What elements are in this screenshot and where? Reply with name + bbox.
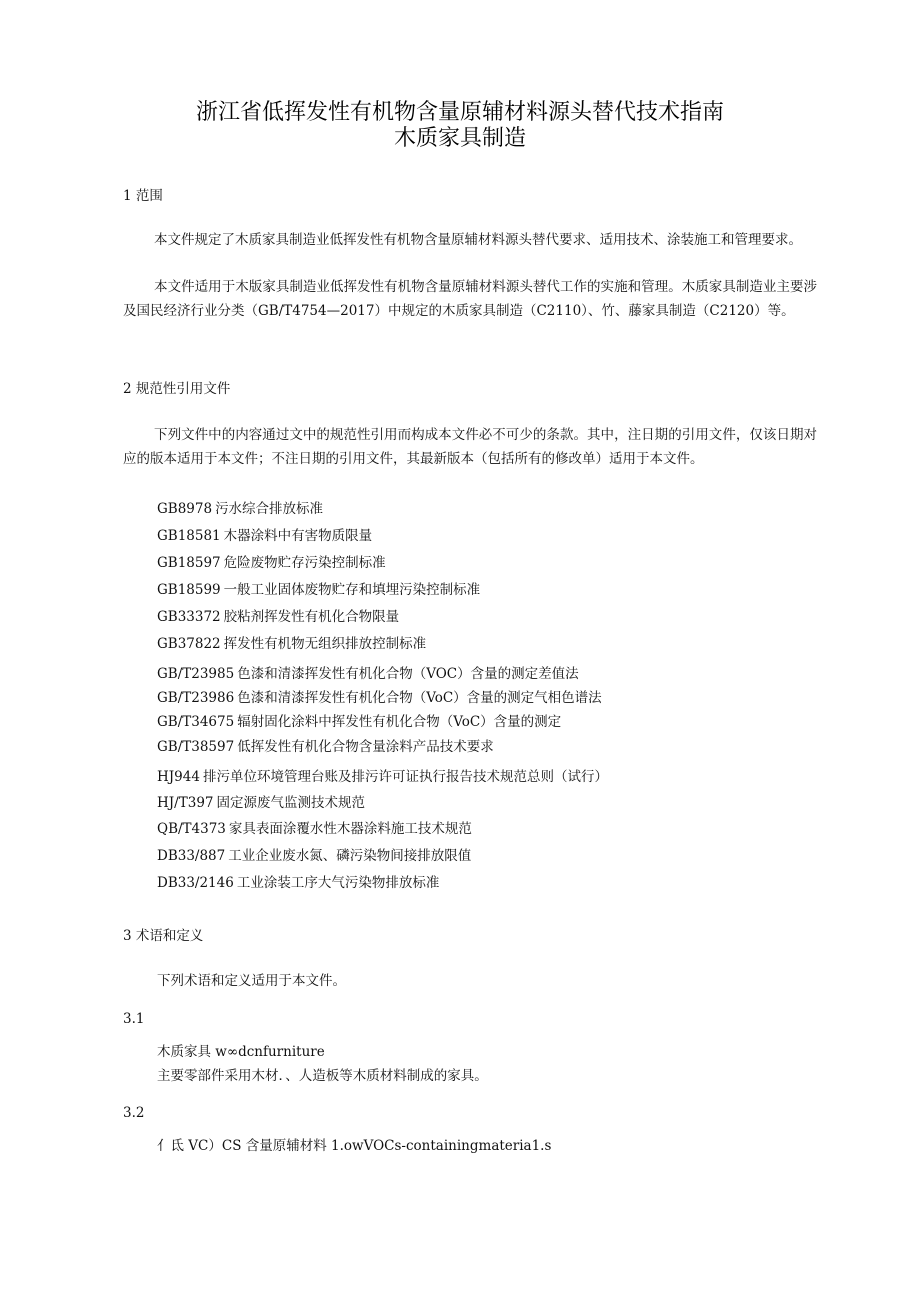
reference-item [157,713,561,731]
reference-title: 辐射固化涂料中挥发性有机化合物（VoC）含量的测定 [237,714,562,730]
reference-item [157,635,426,653]
reference-item [157,738,494,756]
reference-code: GB/T38597 [157,739,235,755]
reference-code: HJ/T397 [157,795,214,811]
reference-item [157,820,472,838]
document-title: 浙江省低挥发性有机物含量原辅材料源头替代技术指南 [195,100,724,125]
reference-code: DB33/2146 [157,875,234,891]
reference-code: GB33372 [157,609,221,625]
reference-item [157,847,471,865]
reference-code: GB18599 [157,582,221,598]
reference-code: DB33/887 [157,848,226,864]
scope-paragraph-1: 本文件规定了木质家具制造业低挥发性有机物含量原辅材料源头替代要求、适用技术、涂装施工和管理要求。 [154,232,803,248]
reference-code: GB18581 [157,528,221,544]
reference-title: 固定源废气监测技术规范 [216,795,366,811]
terms-intro: 下列术语和定义适用于本文件。 [157,973,346,989]
reference-item [157,794,365,812]
reference-code: GB/T23986 [157,690,235,706]
reference-code: HJ944 [157,769,200,785]
reference-title: 排污单位环境管理台账及排污许可证执行报告技术规范总则（试行） [202,769,608,785]
reference-item [157,689,602,707]
references-intro: 下列文件中的内容通过文中的规范性引用而构成本文件必不可少的条款。其中，注日期的引用文件，仅该日期对应的版本适用于本文件；不注日期的引用文件，其最新版本（包括所有的修改单）适用于本文件。 [123,427,817,467]
section-heading-scope: 1 范围 [123,188,163,204]
reference-item [157,874,439,892]
reference-item [157,527,372,545]
document-subtitle: 木质家具制造 [393,126,526,151]
section-heading-terms: 3 术语和定义 [123,928,204,944]
reference-title: 色漆和清漆挥发性有机化合物（VOC）含量的测定差值法 [237,666,579,682]
reference-title: 危险废物贮存污染控制标准 [223,555,386,571]
reference-title: 色漆和清漆挥发性有机化合物（VoC）含量的测定气相色谱法 [237,690,602,706]
reference-code: GB/T23985 [157,666,235,682]
reference-title: 家具表面涂覆水性木器涂料施工技术规范 [228,821,472,837]
reference-item [157,608,399,626]
term-definition: 主要零部件采用木材．、人造板等木质材料制成的家具。 [157,1068,488,1084]
reference-title: 挥发性有机物无组织排放控制标准 [223,636,427,652]
reference-code: GB8978 [157,501,213,517]
reference-title: 胶粘剂挥发性有机化合物限量 [223,609,400,625]
term-number: 3.1 [123,1011,145,1027]
scope-paragraph-2: 本文件适用于木版家具制造业低挥发性有机物含量原辅材料源头替代工作的实施和管理。木质家具制造业主要涉及国民经济行业分类（GB/T4754—2017）中规定的木质家具制造（C2110）、竹、藤家具制造（C2120）等。 [123,279,817,319]
reference-item [157,500,323,518]
reference-title: 木器涂料中有害物质限量 [223,528,373,544]
reference-item [157,581,480,599]
reference-title: 工业企业废水氮、磷污染物间接排放限值 [228,848,472,864]
reference-title: 低挥发性有机化合物含量涂料产品技术要求 [237,739,494,755]
reference-code: GB37822 [157,636,221,652]
reference-title: 一般工业固体废物贮存和填埋污染控制标准 [223,582,481,598]
term-number: 3.2 [123,1105,145,1121]
reference-item [157,768,608,786]
reference-title: 污水综合排放标准 [215,501,324,517]
reference-code: QB/T4373 [157,821,226,837]
section-heading-normative-references: 2 规范性引用文件 [123,381,231,397]
reference-code: GB/T34675 [157,714,235,730]
reference-title: 工业涂装工序大气污染物排放标准 [236,875,440,891]
term-name: 亻氐 VC）CS 含量原辅材料 1.owVOCs-containingmateria1.s [157,1138,552,1154]
term-name: 木质家具 w∞dcnfurniture [157,1044,325,1060]
reference-code: GB18597 [157,555,221,571]
reference-item [157,665,579,683]
reference-item [157,554,386,572]
